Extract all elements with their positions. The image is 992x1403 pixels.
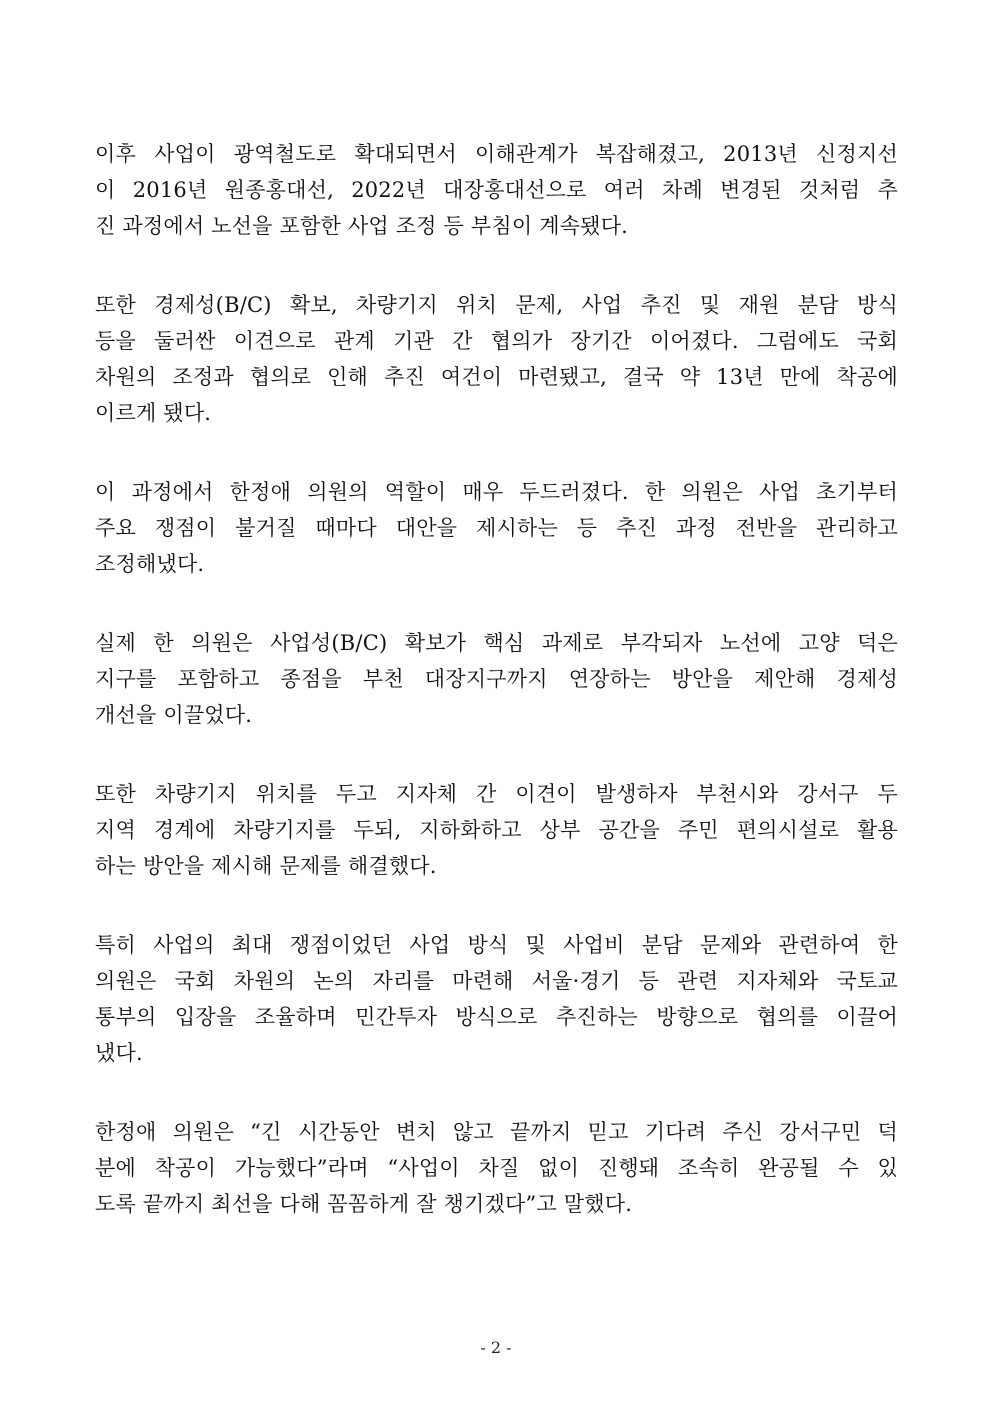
text-line: 이 2016년 원종홍대선, 2022년 대장홍대선으로 여러 차례 변경된 것처럼 추 bbox=[95, 178, 898, 202]
text-line: 실제 한 의원은 사업성(B/C) 확보가 핵심 과제로 부각되자 노선에 고양 덕은 bbox=[95, 631, 898, 655]
paragraph bbox=[95, 474, 898, 582]
text-line: 진 과정에서 노선을 포함한 사업 조정 등 부침이 계속됐다. bbox=[95, 214, 629, 238]
paragraph bbox=[95, 927, 898, 1071]
paragraph bbox=[95, 776, 898, 884]
text-line: 또한 경제성(B/C) 확보, 차량기지 위치 문제, 사업 추진 및 재원 분담 방식 bbox=[95, 293, 898, 317]
text-line: 하는 방안을 제시해 문제를 해결했다. bbox=[95, 854, 437, 878]
document-body bbox=[95, 136, 898, 1265]
text-line: 한정애 의원은 “긴 시간동안 변치 않고 끝까지 믿고 기다려 주신 강서구민 덕 bbox=[95, 1120, 898, 1144]
text-line: 분에 착공이 가능했다”라며 “사업이 차질 없이 진행돼 조속히 완공될 수 있 bbox=[95, 1156, 898, 1180]
text-line: 주요 쟁점이 불거질 때마다 대안을 제시하는 등 추진 과정 전반을 관리하고 bbox=[95, 516, 898, 540]
text-line: 특히 사업의 최대 쟁점이었던 사업 방식 및 사업비 분담 문제와 관련하여 한 bbox=[95, 933, 898, 957]
paragraph bbox=[95, 1114, 898, 1222]
text-line: 이 과정에서 한정애 의원의 역할이 매우 두드러졌다. 한 의원은 사업 초기부터 bbox=[95, 480, 898, 504]
text-line: 또한 차량기지 위치를 두고 지자체 간 이견이 발생하자 부천시와 강서구 두 bbox=[95, 782, 898, 806]
text-line: 의원은 국회 차원의 논의 자리를 마련해 서울·경기 등 관련 지자체와 국토교 bbox=[95, 969, 898, 993]
text-line: 도록 끝까지 최선을 다해 꼼꼼하게 잘 챙기겠다”고 말했다. bbox=[95, 1192, 633, 1216]
text-line: 조정해냈다. bbox=[95, 552, 205, 576]
text-line: 차원의 조정과 협의로 인해 추진 여건이 마련됐고, 결국 약 13년 만에 착공에 bbox=[95, 365, 898, 389]
text-line: 등을 둘러싼 이견으로 관계 기관 간 협의가 장기간 이어졌다. 그럼에도 국회 bbox=[95, 329, 898, 353]
text-line: 지역 경계에 차량기지를 두되, 지하화하고 상부 공간을 주민 편의시설로 활용 bbox=[95, 818, 898, 842]
paragraph bbox=[95, 287, 898, 431]
text-line: 개선을 이끌었다. bbox=[95, 703, 253, 727]
text-line: 지구를 포함하고 종점을 부천 대장지구까지 연장하는 방안을 제안해 경제성 bbox=[95, 667, 898, 691]
text-line: 이르게 됐다. bbox=[95, 401, 212, 425]
text-line: 냈다. bbox=[95, 1041, 143, 1065]
text-line: 통부의 입장을 조율하며 민간투자 방식으로 추진하는 방향으로 협의를 이끌어 bbox=[95, 1005, 898, 1029]
text-line: 이후 사업이 광역철도로 확대되면서 이해관계가 복잡해졌고, 2013년 신정지선 bbox=[95, 142, 898, 166]
paragraph bbox=[95, 625, 898, 733]
paragraph bbox=[95, 136, 898, 244]
page-number: - 2 - bbox=[480, 1338, 512, 1357]
